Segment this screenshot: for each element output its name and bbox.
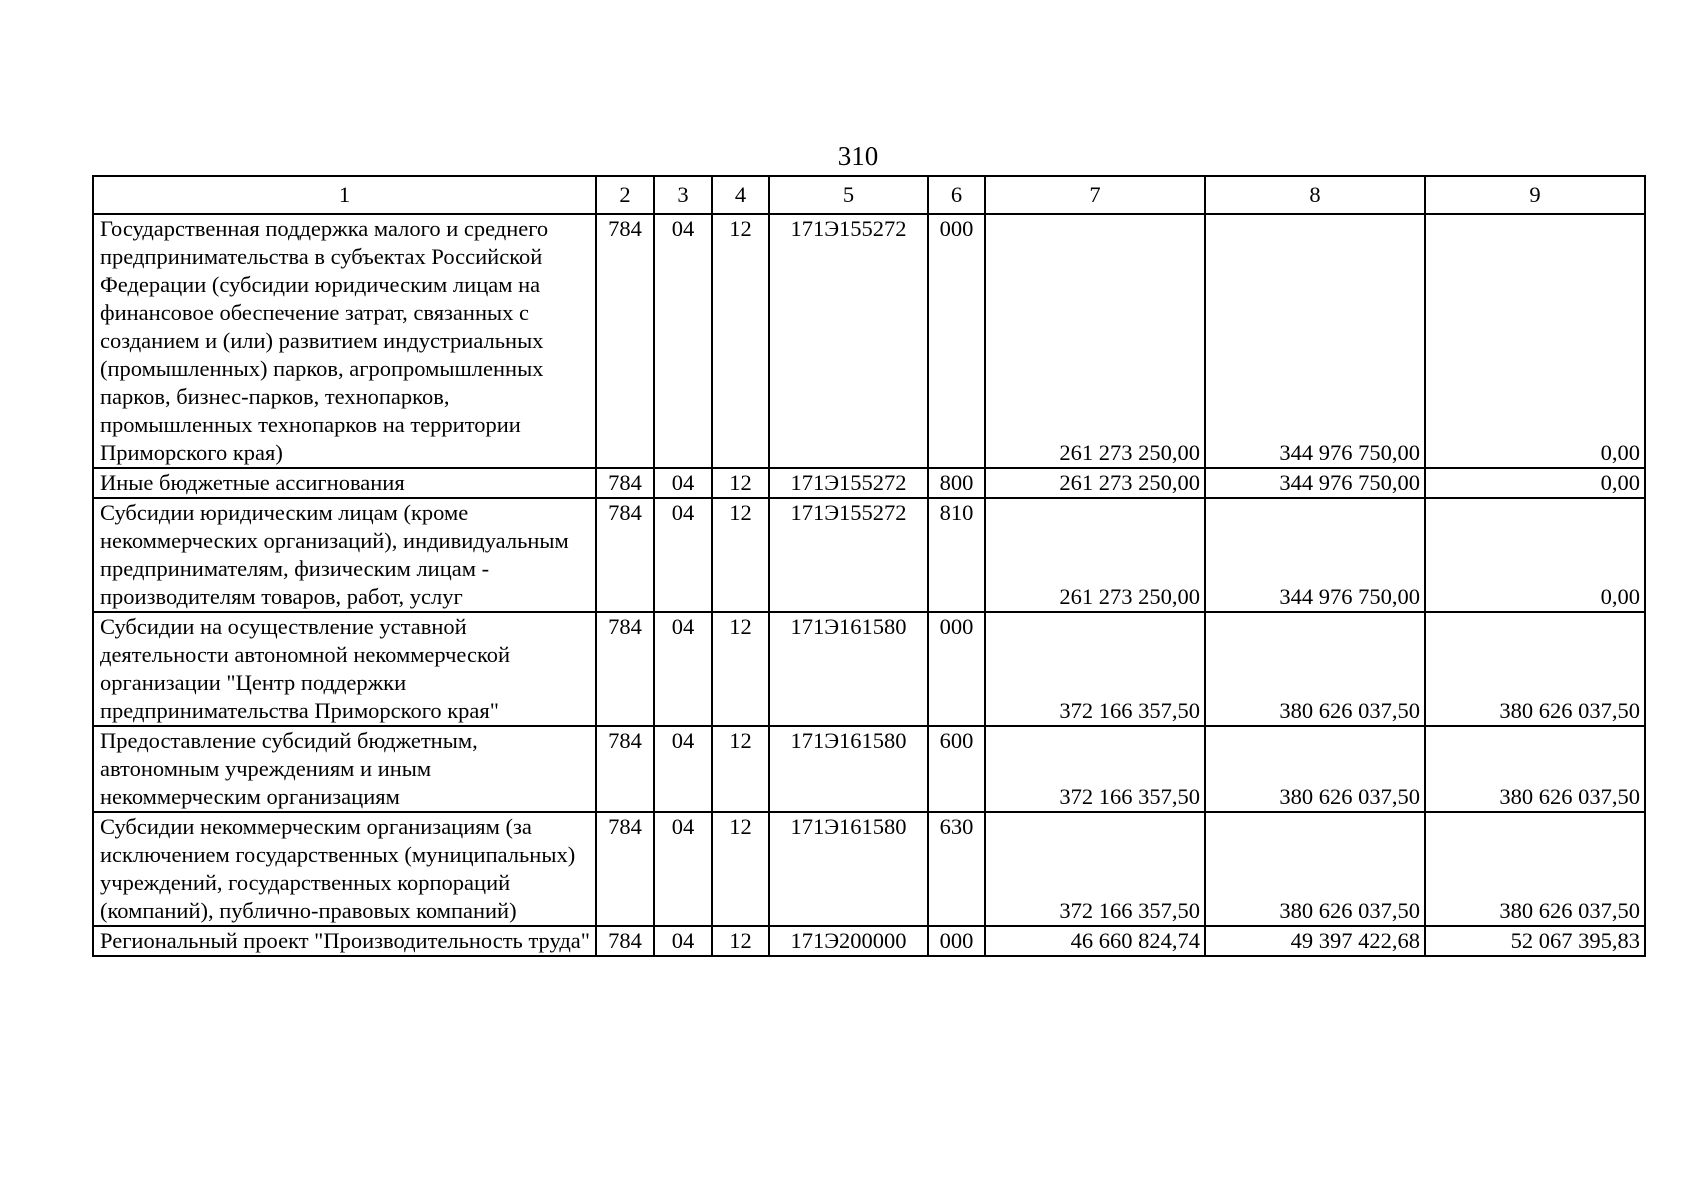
column-header-9: 9 (1425, 176, 1645, 214)
ministry-code: 784 (596, 926, 654, 956)
section-code: 04 (654, 468, 712, 498)
table-row (93, 214, 1645, 468)
budget-table (92, 175, 1646, 957)
amount-col9: 52 067 395,83 (1425, 926, 1645, 956)
table-row (93, 498, 1645, 612)
column-header-8: 8 (1205, 176, 1425, 214)
ministry-code: 784 (596, 812, 654, 926)
table-row (93, 726, 1645, 812)
column-header-7: 7 (985, 176, 1205, 214)
ministry-code: 784 (596, 498, 654, 612)
section-code: 04 (654, 812, 712, 926)
amount-col7: 372 166 357,50 (985, 612, 1205, 726)
target-article-code: 171Э161580 (769, 812, 928, 926)
row-name: Предоставление субсидий бюджетным, автономным учреждениям и иным некоммерческим организациям (93, 726, 596, 812)
target-article-code: 171Э161580 (769, 612, 928, 726)
amount-col7: 261 273 250,00 (985, 214, 1205, 468)
subsection-code: 12 (712, 726, 769, 812)
target-article-code: 171Э155272 (769, 498, 928, 612)
ministry-code: 784 (596, 214, 654, 468)
amount-col9: 380 626 037,50 (1425, 812, 1645, 926)
expense-type-code: 630 (928, 812, 985, 926)
subsection-code: 12 (712, 812, 769, 926)
expense-type-code: 800 (928, 468, 985, 498)
expense-type-code: 600 (928, 726, 985, 812)
amount-col9: 0,00 (1425, 498, 1645, 612)
amount-col9: 380 626 037,50 (1425, 726, 1645, 812)
target-article-code: 171Э155272 (769, 468, 928, 498)
table-row (93, 812, 1645, 926)
section-code: 04 (654, 612, 712, 726)
row-name: Субсидии юридическим лицам (кроме некоммерческих организаций), индивидуальным предпринимателям, физическим лицам - производителям товаров, работ, услуг (93, 498, 596, 612)
amount-col9: 0,00 (1425, 214, 1645, 468)
amount-col8: 380 626 037,50 (1205, 726, 1425, 812)
section-code: 04 (654, 214, 712, 468)
table-row (93, 926, 1645, 956)
ministry-code: 784 (596, 726, 654, 812)
subsection-code: 12 (712, 498, 769, 612)
section-code: 04 (654, 726, 712, 812)
column-number-row (93, 176, 1645, 214)
subsection-code: 12 (712, 214, 769, 468)
amount-col7: 261 273 250,00 (985, 468, 1205, 498)
amount-col7: 46 660 824,74 (985, 926, 1205, 956)
expense-type-code: 000 (928, 612, 985, 726)
table-row (93, 612, 1645, 726)
column-header-1: 1 (93, 176, 596, 214)
row-name: Субсидии некоммерческим организациям (за исключением государственных (муниципальных) учреждений, государственных корпораций (компаний), публично-правовых компаний) (93, 812, 596, 926)
row-name: Региональный проект "Производительность труда" (93, 926, 596, 956)
amount-col8: 344 976 750,00 (1205, 498, 1425, 612)
amount-col9: 380 626 037,50 (1425, 612, 1645, 726)
ministry-code: 784 (596, 468, 654, 498)
amount-col7: 261 273 250,00 (985, 498, 1205, 612)
target-article-code: 171Э200000 (769, 926, 928, 956)
page-number: 310 (837, 141, 879, 171)
amount-col8: 344 976 750,00 (1205, 468, 1425, 498)
subsection-code: 12 (712, 468, 769, 498)
row-name: Иные бюджетные ассигнования (93, 468, 596, 498)
amount-col8: 49 397 422,68 (1205, 926, 1425, 956)
row-name: Субсидии на осуществление уставной деятельности автономной некоммерческой организации "Центр поддержки предпринимательства Приморского края" (93, 612, 596, 726)
subsection-code: 12 (712, 926, 769, 956)
section-code: 04 (654, 926, 712, 956)
amount-col7: 372 166 357,50 (985, 812, 1205, 926)
row-name: Государственная поддержка малого и среднего предпринимательства в субъектах Российской Федерации (субсидии юридическим лицам на финансовое обеспечение затрат, связанных с созданием и (или) развитием индустриальных (промышленных) парков, агропромышленных парков, бизнес-парков, технопарков, промышленных технопарков на территории Приморского края) (93, 214, 596, 468)
column-header-6: 6 (928, 176, 985, 214)
target-article-code: 171Э155272 (769, 214, 928, 468)
table-row (93, 468, 1645, 498)
expense-type-code: 810 (928, 498, 985, 612)
amount-col8: 344 976 750,00 (1205, 214, 1425, 468)
column-header-5: 5 (769, 176, 928, 214)
amount-col7: 372 166 357,50 (985, 726, 1205, 812)
amount-col8: 380 626 037,50 (1205, 812, 1425, 926)
column-header-4: 4 (712, 176, 769, 214)
amount-col8: 380 626 037,50 (1205, 612, 1425, 726)
expense-type-code: 000 (928, 926, 985, 956)
column-header-3: 3 (654, 176, 712, 214)
section-code: 04 (654, 498, 712, 612)
column-header-2: 2 (596, 176, 654, 214)
ministry-code: 784 (596, 612, 654, 726)
amount-col9: 0,00 (1425, 468, 1645, 498)
target-article-code: 171Э161580 (769, 726, 928, 812)
expense-type-code: 000 (928, 214, 985, 468)
subsection-code: 12 (712, 612, 769, 726)
